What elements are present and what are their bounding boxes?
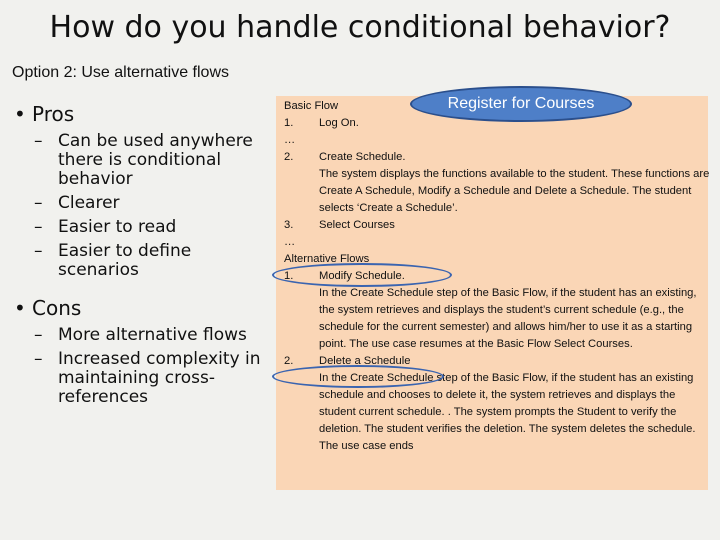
step-number: 2. [284, 355, 294, 367]
dash-icon: – [34, 193, 43, 213]
slide-subtitle: Option 2: Use alternative flows [12, 64, 229, 81]
pros-item [14, 194, 264, 213]
cons-item [14, 350, 264, 407]
dash-icon: – [34, 349, 43, 369]
step-number: 1. [284, 117, 294, 129]
dash-icon: – [34, 241, 43, 261]
pros-item-text: Can be used anywhere there is conditional behavior [58, 131, 253, 189]
pros-section [14, 102, 264, 280]
highlight-oval-modify [272, 263, 452, 287]
step-label: Select Courses [319, 219, 395, 231]
ellipsis: … [284, 236, 296, 248]
alt-flow-2-description: In the Create Schedule step of the Basic Flow, if the student has an existing schedule and chooses to delete it, the system retrieves and displays the student current schedule. . The system prompts the Student to verify the deletion. The student verifies the deletion. The system deletes the schedule. The use case ends [319, 372, 696, 452]
bullet-icon: • [14, 102, 26, 126]
pros-item [14, 132, 264, 189]
basic-flow-heading: Basic Flow [284, 100, 339, 112]
cons-item-text: Increased complexity in maintaining cross-references [58, 349, 261, 407]
cons-heading-text: Cons [32, 296, 82, 320]
pros-heading-text: Pros [32, 102, 75, 126]
basic-step-3 [284, 217, 710, 234]
step-label: Delete a Schedule [319, 355, 411, 367]
cons-heading [14, 296, 264, 320]
bullet-list [14, 102, 264, 407]
step-number: 1. [284, 270, 294, 282]
pros-item [14, 242, 264, 280]
cons-item-text: More alternative flows [58, 325, 247, 345]
pros-heading [14, 102, 264, 126]
dash-icon: – [34, 325, 43, 345]
step-number: 2. [284, 151, 294, 163]
highlight-oval-delete [272, 365, 444, 388]
cons-section [14, 296, 264, 407]
register-for-courses-callout: Register for Courses [410, 86, 632, 122]
pros-item-text: Easier to define scenarios [58, 241, 192, 280]
basic-step-2-description: The system displays the functions available to the student. These functions are Create A Schedule, Modify a Schedule and Delete a Schedule. The student selects ‘Create a Schedule’. [319, 168, 710, 214]
basic-step-2 [284, 149, 710, 166]
alternative-flows-heading: Alternative Flows [284, 253, 370, 265]
dash-icon: – [34, 131, 43, 151]
step-label: Log On. [319, 117, 359, 129]
dash-icon: – [34, 217, 43, 237]
bullet-icon: • [14, 296, 26, 320]
step-label: Modify Schedule. [319, 270, 405, 282]
step-label: Create Schedule. [319, 151, 406, 163]
pros-item-text: Easier to read [58, 217, 177, 237]
pros-item [14, 218, 264, 237]
alt-flow-1-description: In the Create Schedule step of the Basic Flow, if the student has an existing, the system retrieves and displays the student’s current schedule (e.g., the schedule for the current semester) and allows him/her to use it as a starting point. The use case resumes at the Basic Flow Select Courses. [319, 287, 697, 350]
cons-list [14, 326, 264, 407]
slide-title: How do you handle conditional behavior? [49, 10, 671, 45]
step-number: 3. [284, 219, 294, 231]
ellipsis: … [284, 134, 296, 146]
pros-list [14, 132, 264, 280]
cons-item [14, 326, 264, 345]
pros-item-text: Clearer [58, 193, 120, 213]
